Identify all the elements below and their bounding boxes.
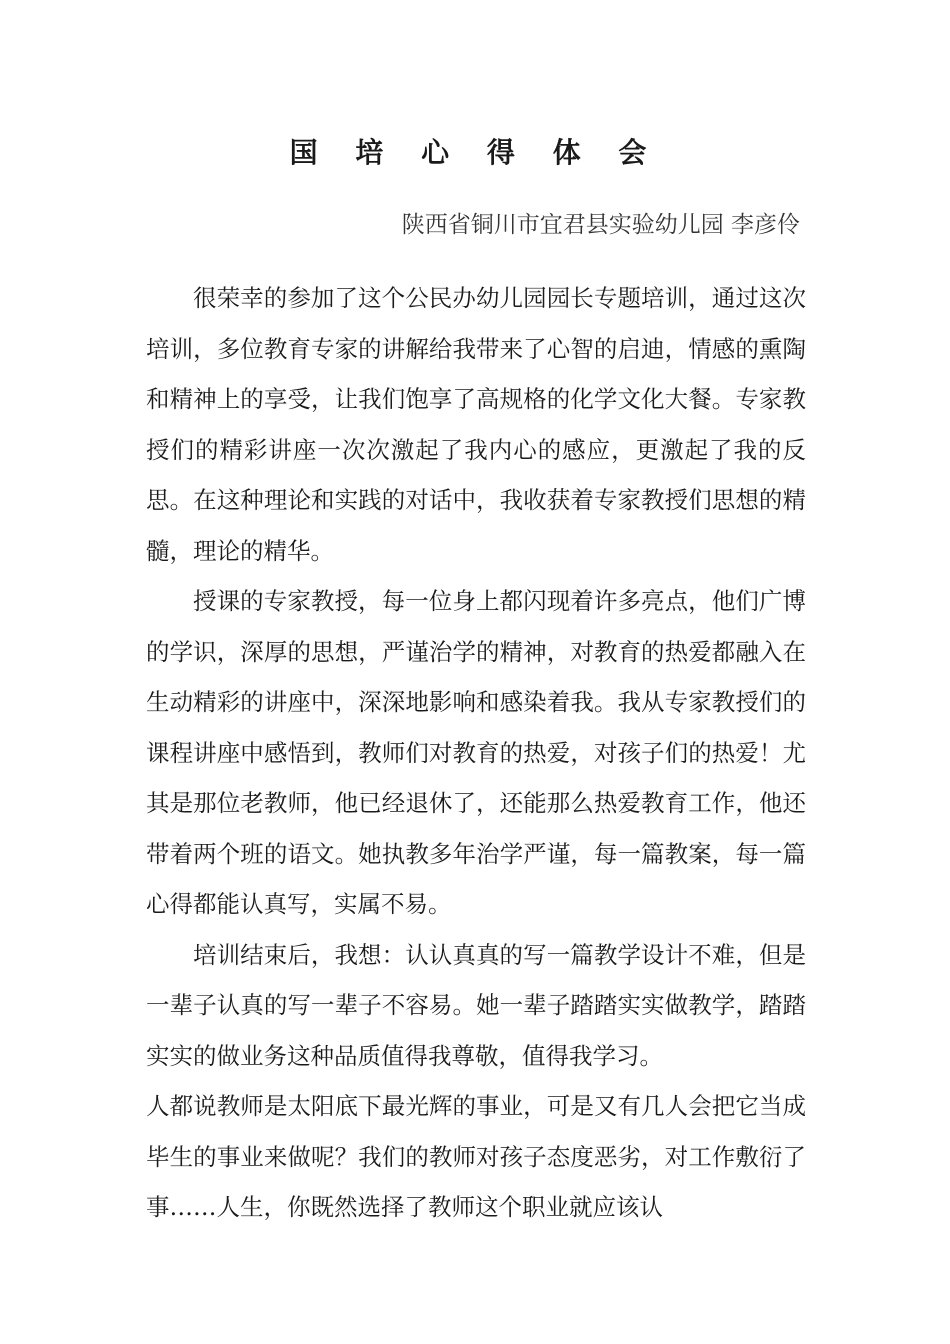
document-body bbox=[146, 273, 806, 1233]
paragraph-2: 授课的专家教授，每一位身上都闪现着许多亮点，他们广博的学识，深厚的思想，严谨治学的精神，对教育的热爱都融入在生动精彩的讲座中，深深地影响和感染着我。我从专家教授们的课程讲座中感悟到，教师们对教育的热爱，对孩子们的热爱！尤其是那位老教师，他已经退休了，还能那么热爱教育工作，他还带着两个班的语文。她执教多年治学严谨，每一篇教案，每一篇心得都能认真写，实属不易。 bbox=[146, 587, 806, 918]
paragraph-3: 培训结束后，我想：认认真真的写一篇教学设计不难，但是一辈子认真的写一辈子不容易。她一辈子踏踏实实做教学，踏踏实实的做业务这种品质值得我尊敬，值得我学习。 bbox=[146, 940, 806, 1070]
document-author: 陕西省铜川市宜君县实验幼儿园 李彦伶 bbox=[401, 212, 800, 238]
document-title: 国 培 心 得 体 会 bbox=[289, 136, 661, 169]
paragraph-1: 很荣幸的参加了这个公民办幼儿园园长专题培训，通过这次培训，多位教育专家的讲解给我带来了心智的启迪，情感的熏陶和精神上的享受，让我们饱享了高规格的化学文化大餐。专家教授们的精彩讲座一次次激起了我内心的感应，更激起了我的反思。在这种理论和实践的对话中，我收获着专家教授们思想的精髓，理论的精华。 bbox=[146, 284, 806, 565]
paragraph-4: 人都说教师是太阳底下最光辉的事业，可是又有几人会把它当成毕生的事业来做呢？我们的教师对孩子态度恶劣，对工作敷衍了事……人生，你既然选择了教师这个职业就应该认 bbox=[146, 1092, 806, 1221]
